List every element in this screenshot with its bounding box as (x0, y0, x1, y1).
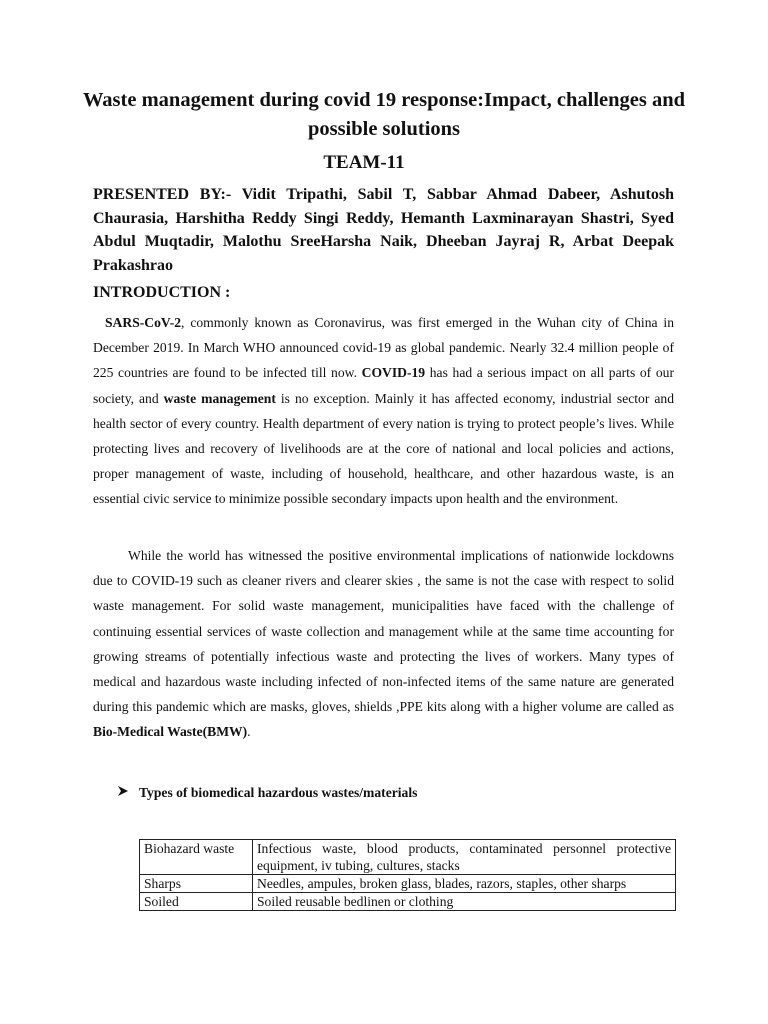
table-cell: Soiled reusable bedlinen or clothing (253, 893, 676, 911)
waste-types-table (139, 839, 676, 911)
table-row (140, 875, 676, 893)
team-heading: TEAM-11 (323, 152, 405, 173)
term-sars-cov-2: SARS-CoV-2 (105, 315, 182, 330)
table-cell: Soiled (140, 893, 253, 911)
table-cell: Infectious waste, blood products, contaminated personnel protective equipment, iv tubing, cultures, stacks (253, 840, 676, 875)
arrow-bullet-icon (117, 783, 139, 803)
introduction-paragraph-1: SARS-CoV-2, commonly known as Coronavirus, was first emerged in the Wuhan city of China in December 2019. In March WHO announced covid-19 as global pandemic. Nearly 32.4 million people of 225 countries are found to be infected till now. COVID-19 has had a serious impact on all parts of our society, and waste management is no exception. Mainly it has affected economy, industrial sector and health sector of every country. Health department of every nation is trying to protect people’s lives. While protecting lives and recovery of livelihoods are at the core of national and local policies and actions, proper management of waste, including of household, healthcare, and other hazardous waste, is an essential civic service to minimize possible secondary impacts upon health and the environment. (93, 315, 674, 507)
table-cell: Needles, ampules, broken glass, blades, razors, staples, other sharps (253, 875, 676, 893)
presented-by-names: Vidit Tripathi, Sabil T, Sabbar Ahmad Dabeer, Ashutosh Chaurasia, Harshitha Reddy Singi Reddy, Hemanth Laxminarayan Shastri, Syed Abdul Muqtadir, Malothu SreeHarsha Naik, Dheeban Jayraj R, Arbat Deepak Prakashrao (93, 186, 675, 274)
table-row (140, 893, 676, 911)
table-row (140, 840, 676, 875)
presented-by-label: PRESENTED BY:- (93, 186, 232, 203)
term-covid-19: COVID-19 (361, 365, 426, 381)
introduction-heading: INTRODUCTION : (93, 284, 231, 301)
document-title: Waste management during covid 19 response:Impact, challenges and possible solutions (82, 89, 686, 140)
table-cell: Sharps (140, 875, 253, 893)
presented-by (93, 183, 674, 277)
introduction-paragraph-2: While the world has witnessed the positive environmental implications of nationwide lockdowns due to COVID-19 such as cleaner rivers and clearer skies , the same is not the case with respect to solid waste management. For solid waste management, municipalities have faced with the challenge of continuing essential services of waste collection and management while at the same time accounting for growing streams of potentially infectious waste and protecting the lives of workers. Many types of medical and hazardous waste including infected of non-infected items of the same nature are generated during this pandemic which are masks, gloves, shields ,PPE kits along with a higher volume are called as Bio-Medical Waste(BMW). (93, 548, 674, 740)
bullet-item (117, 783, 417, 803)
term-waste-management: waste management (163, 390, 276, 406)
bullet-text: Types of biomedical hazardous wastes/materials (139, 785, 418, 800)
term-bio-medical-waste: Bio-Medical Waste(BMW) (93, 724, 248, 740)
table-cell: Biohazard waste (140, 840, 253, 875)
